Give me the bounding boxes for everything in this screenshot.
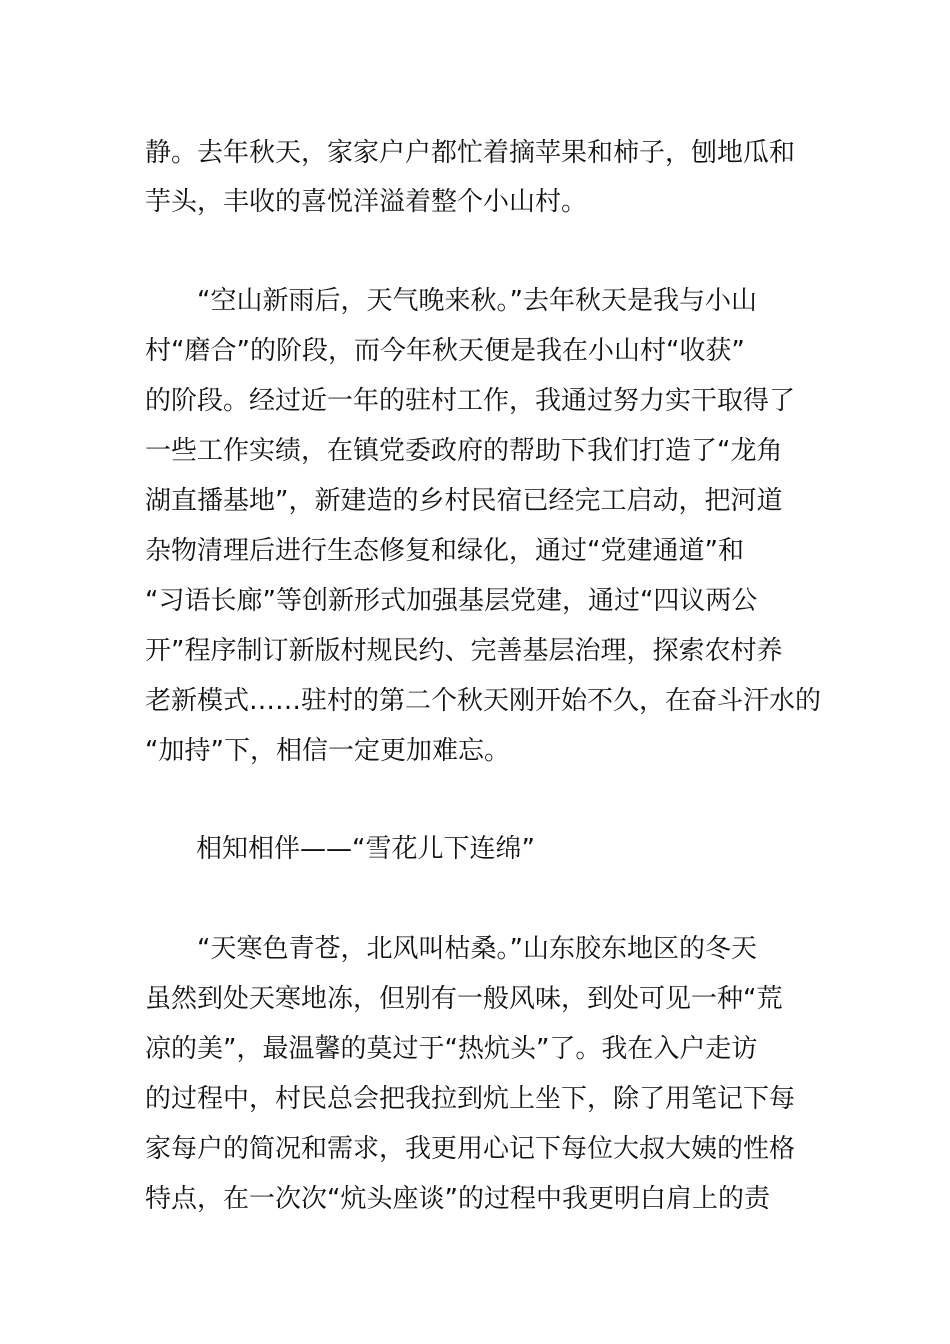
- section-heading: 相知相伴——“雪花儿下连绵”: [196, 834, 535, 864]
- paragraph-2-line-6: 杂物清理后进行生态修复和绿化，通过“党建通道”和: [145, 536, 744, 566]
- paragraph-2-line-10: “加持”下，相信一定更加难忘。: [145, 736, 510, 766]
- paragraph-3-line-3: 凉的美”，最温馨的莫过于“热炕头”了。我在入户走访: [145, 1034, 758, 1064]
- paragraph-2-line-4: 一些工作实绩，在镇党委政府的帮助下我们打造了“龙角: [145, 436, 783, 466]
- paragraph-3-line-4: 的过程中，村民总会把我拉到炕上坐下，除了用笔记下每: [145, 1084, 796, 1114]
- paragraph-2-line-8: 开”程序制订新版村规民约、完善基层治理，探索农村养: [145, 636, 783, 666]
- paragraph-1-line-1: 静。去年秋天，家家户户都忙着摘苹果和柿子，刨地瓜和: [145, 138, 796, 168]
- paragraph-3-line-6: 特点，在一次次“炕头座谈”的过程中我更明白肩上的责: [145, 1184, 770, 1214]
- paragraph-3-line-1: “天寒色青苍，北风叫枯桑。”山东胶东地区的冬天: [197, 934, 757, 964]
- paragraph-2-line-9: 老新模式……驻村的第二个秋天刚开始不久，在奋斗汗水的: [145, 686, 822, 716]
- paragraph-3-line-5: 家每户的简况和需求，我更用心记下每位大叔大姨的性格: [145, 1134, 796, 1164]
- paragraph-2-line-1: “空山新雨后，天气晚来秋。”去年秋天是我与小山: [197, 286, 757, 316]
- paragraph-2-line-2: 村“磨合”的阶段，而今年秋天便是我在小山村“收获”: [145, 336, 745, 366]
- paragraph-2-line-3: 的阶段。经过近一年的驻村工作，我通过努力实干取得了: [145, 386, 796, 416]
- paragraph-2-line-7: “习语长廊”等创新形式加强基层党建，通过“四议两公: [145, 586, 758, 616]
- paragraph-3-line-2: 虽然到处天寒地冻，但别有一般风味，到处可见一种“荒: [145, 984, 783, 1014]
- paragraph-1-line-2: 芋头，丰收的喜悦洋溢着整个小山村。: [145, 187, 588, 217]
- paragraph-2-line-5: 湖直播基地”，新建造的乡村民宿已经完工启动，把河道: [145, 486, 783, 516]
